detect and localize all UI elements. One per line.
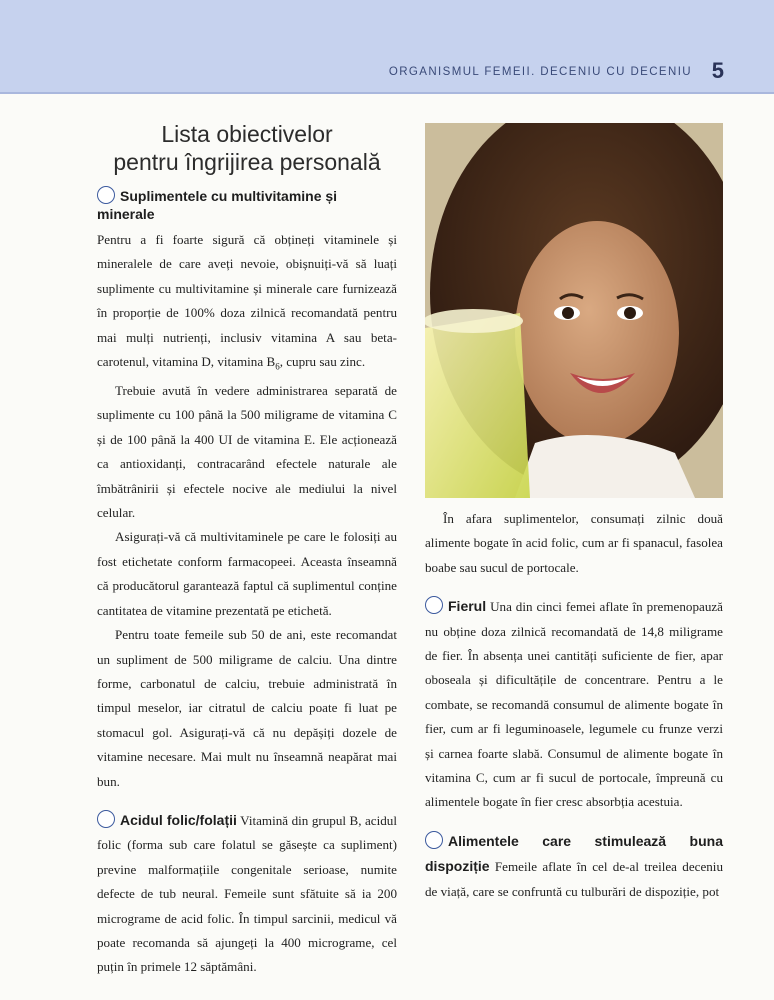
iron-paragraph	[425, 594, 723, 815]
portrait-image	[425, 123, 723, 498]
folic-section	[97, 808, 397, 980]
checkbox-circle-icon[interactable]	[97, 186, 115, 204]
iron-heading: Fierul	[448, 598, 487, 615]
checkbox-circle-icon[interactable]	[425, 596, 443, 614]
right-column	[425, 507, 723, 904]
title-line-2: pentru îngrijirea personală	[113, 149, 381, 175]
header-band	[0, 0, 774, 94]
supplements-section	[97, 186, 397, 794]
checkbox-circle-icon[interactable]	[425, 831, 443, 849]
folic-heading: Acidul folic/folații	[120, 811, 237, 828]
mood-paragraph	[425, 829, 723, 904]
page-number: 5	[711, 58, 724, 83]
iron-text: Una din cinci femei aflate în premenopauză nu obține doza zilnică recomandată de 14,8 miligrame de fier. În absența unei cantități suficiente de fier, apar oboseala și dificultățile de concentrare. Pentru a le combate, se recomandă consumul de alimente bogate în fier, cum ar fi leguminoasele, legumele cu frunze verzi și carnea foarte slabă. Consumul de alimente bogate în vitamina C, cum ar fi sucul de portocale, împreună cu alimentele bogate în fier cresc absorbția acestuia.	[425, 599, 723, 810]
mood-heading: Alimentele care stimulează buna dispoziție	[425, 832, 723, 875]
supplements-paragraph-3: Asigurați-vă că multivitaminele pe care le folosiți au fost etichetate conform farmacopeei. Aceasta înseamnă că producătorul garantează faptul că suplimentul conține cantitatea de vitamine prezentată pe etichetă.	[97, 529, 397, 618]
title-line-1: Lista obiectivelor	[161, 121, 333, 147]
left-column	[97, 186, 397, 980]
folic-paragraph	[97, 808, 397, 980]
supplements-paragraph-2: Trebuie avută în vedere administrarea separată de suplimente cu 100 până la 500 miligrame de vitamina C și de 100 până la 400 UI de vitamina E. Ele acționează ca antioxidanți, contracarând efectele naturale ale îmbătrânirii și efectele nocive ale mediului la nivel celular.	[97, 383, 397, 521]
mood-text: Femeile aflate în cel de-al treilea deceniu de viață, care se confruntă cu tulburări de dispoziție, pot	[425, 859, 723, 899]
folic-continued: În afara suplimentelor, consumați zilnic două alimente bogate în acid folic, cum ar fi spanacul, fasolea boabe sau sucul de portocale.	[425, 511, 723, 575]
portrait-photo	[425, 123, 723, 498]
folic-text: Vitamină din grupul B, acidul folic (forma sub care folatul se găsește ca supliment) previne malformațiile congenitale serioase, numite defecte de tub neural. Femeile sunt sfătuite să ia 200 micrograme de acid folic. În timpul sarcinii, medicul vă poate recomanda să ajungeți la 400 micrograme, cel puțin în primele 12 săptămâni.	[97, 812, 397, 975]
running-head: ORGANISMUL FEMEII. DECENIU CU DECENIU	[388, 66, 692, 78]
supplements-paragraph-1: Pentru a fi foarte sigură că obțineți vitaminele și mineralele de care aveți nevoie, obișnuiți-vă să luați suplimente cu multivitamine și minerale care furnizează în proporție de 100% doza zilnică recomandată pentru mai mulți nutrienți, inclusiv vitamina A sau beta-carotenul, vitamina D, vitamina $B_6$, cupru sau zinc.	[97, 232, 397, 372]
supplements-paragraph-4: Pentru toate femeile sub 50 de ani, este recomandat un supliment de 500 miligrame de calciu. Una dintre forme, carbonatul de calciu, trebuie administrată în timpul meselor, iar citratul de calciu poate fi luat pe stomacul gol. Asigurați-vă că nu depășiți dozele de vitamine necesare. Mai mult nu înseamnă neapărat mai bun.	[97, 627, 397, 789]
checkbox-circle-icon[interactable]	[97, 810, 115, 828]
page-title	[92, 120, 402, 176]
supplements-heading: Suplimentele cu multivitamine și minerale	[97, 188, 338, 222]
